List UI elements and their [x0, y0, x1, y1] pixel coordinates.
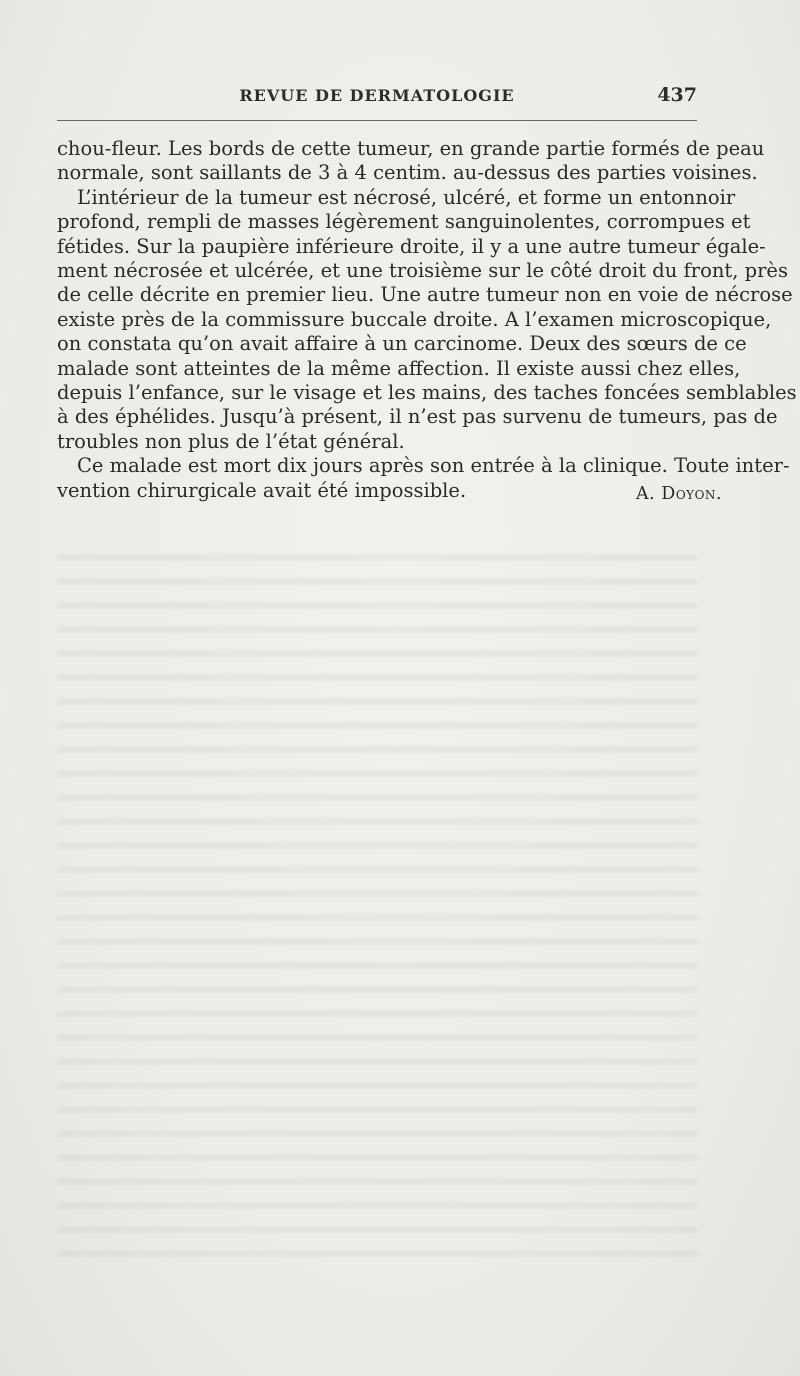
text-line: normale, sont saillants de 3 à 4 centim. au-dessus des parties voisines.	[57, 161, 758, 185]
text-line: chou-fleur. Les bords de cette tumeur, en grande partie formés de peau	[57, 137, 765, 160]
text-line: L’intérieur de la tumeur est nécrosé, ulcéré, et forme un entonnoir	[77, 185, 736, 209]
text-line: ment nécrosée et ulcérée, et une troisième sur le côté droit du front, près	[57, 259, 788, 283]
author-signature	[636, 484, 722, 504]
text-line: de celle décrite en premier lieu. Une autre tumeur non en voie de nécrose	[57, 283, 793, 307]
page-header	[57, 84, 697, 110]
header-rule	[57, 120, 697, 121]
bleed-through-texture	[57, 540, 697, 1260]
text-line: malade sont atteintes de la même affection. Il existe aussi chez elles,	[57, 356, 741, 380]
running-title: REVUE DE DERMATOLOGIE	[239, 86, 515, 105]
text-line: fétides. Sur la paupière inférieure droite, il y a une autre tumeur égale-	[57, 234, 766, 258]
text-line: depuis l’enfance, sur le visage et les mains, des taches foncées semblables	[57, 381, 797, 405]
signature-text: A. Doyon.	[636, 484, 722, 504]
page-number: 437	[657, 84, 697, 106]
text-line: on constata qu’on avait affaire à un carcinome. Deux des sœurs de ce	[57, 332, 747, 356]
text-line: Ce malade est mort dix jours après son entrée à la clinique. Toute inter-	[77, 454, 790, 478]
text-line: profond, rempli de masses légèrement sanguinolentes, corrompues et	[57, 210, 751, 234]
text-line: troubles non plus de l’état général.	[57, 429, 405, 453]
text-line: à des éphélides. Jusqu’à présent, il n’est pas survenu de tumeurs, pas de	[57, 405, 778, 429]
body-text	[57, 137, 797, 503]
text-line: existe près de la commissure buccale droite. A l’examen microscopique,	[57, 307, 772, 331]
text-line: vention chirurgicale avait été impossible.	[57, 478, 467, 502]
